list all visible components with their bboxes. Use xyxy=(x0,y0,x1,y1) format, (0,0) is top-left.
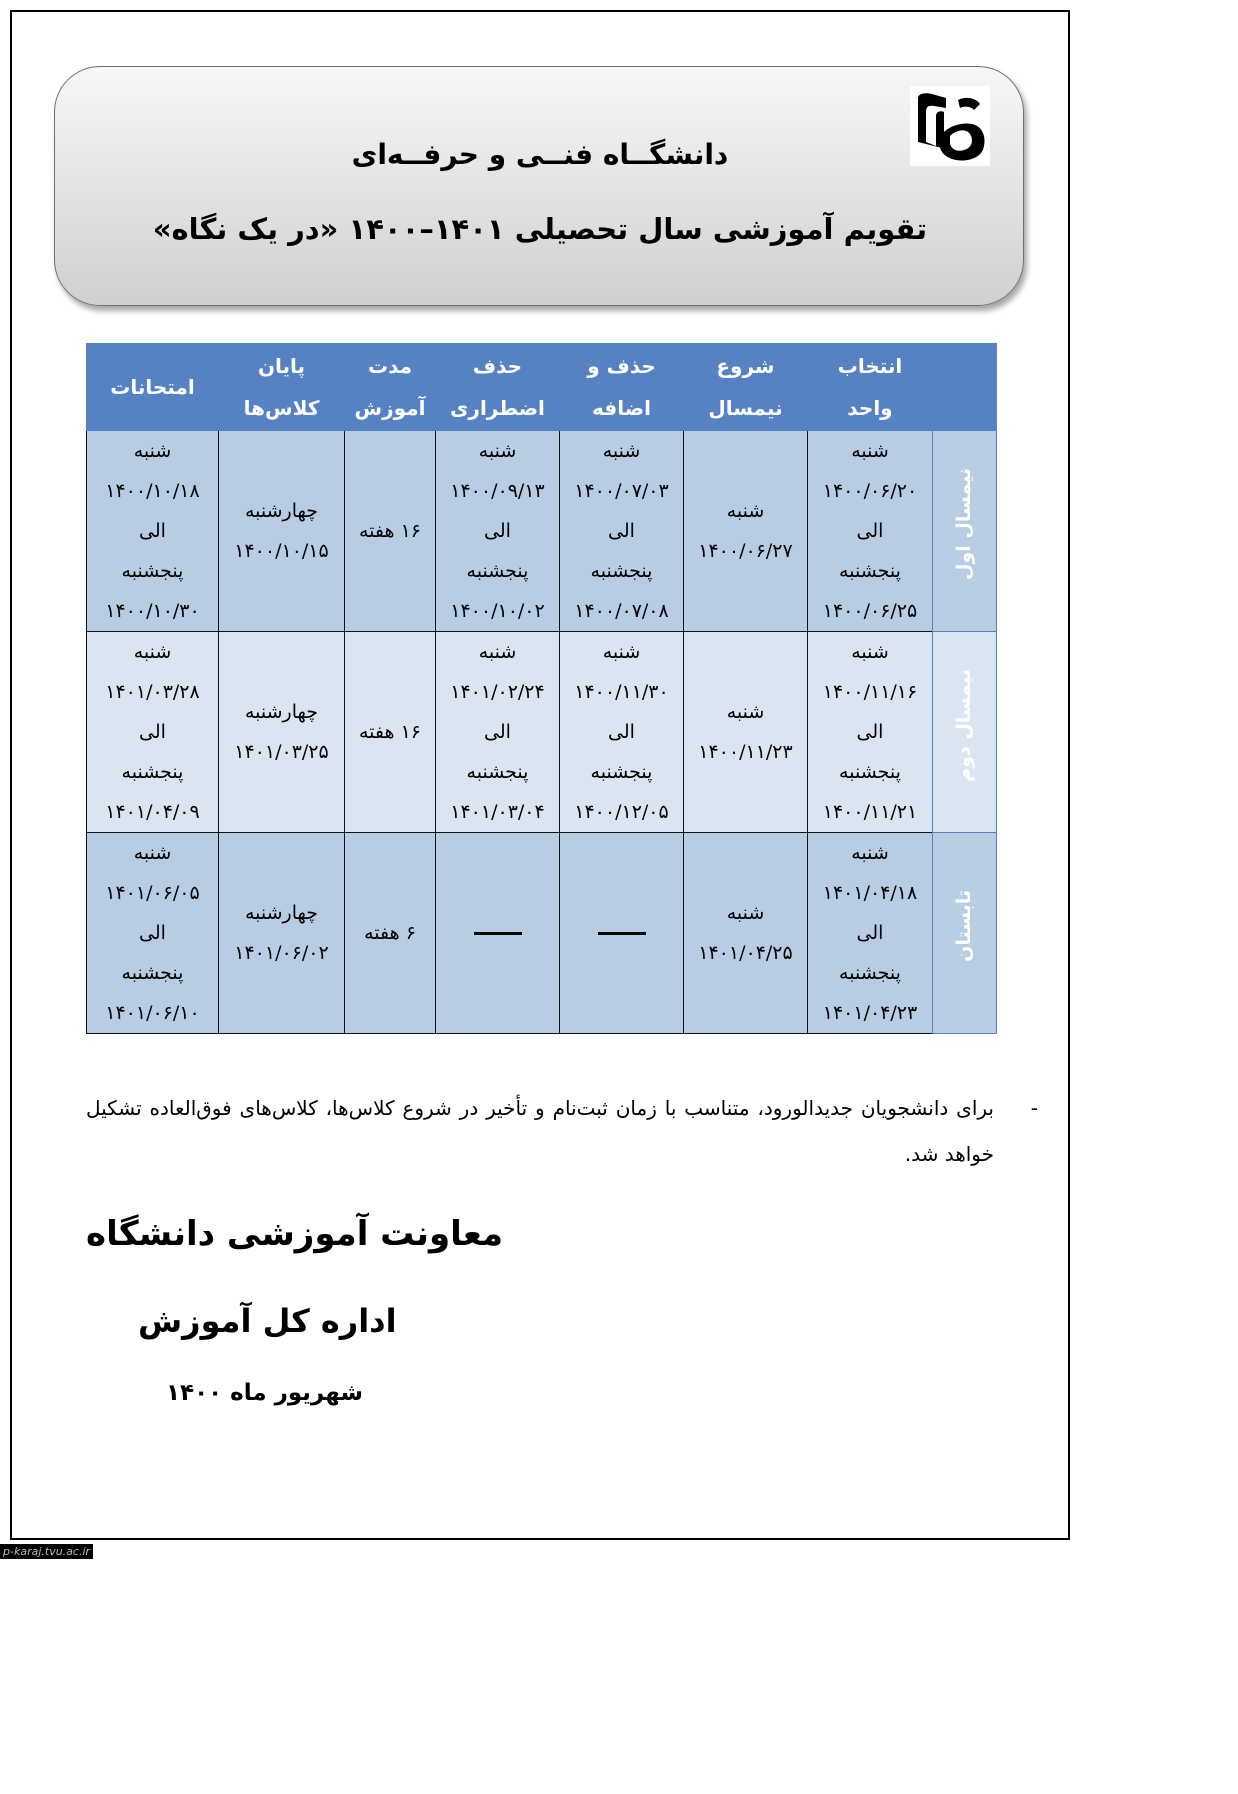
cell-add-drop: شنبه ۱۴۰۰/۱۱/۳۰ الی پنجشنبه ۱۴۰۰/۱۲/۰۵ xyxy=(560,632,684,833)
cell-exams: شنبه ۱۴۰۱/۰۳/۲۸ الی پنجشنبه ۱۴۰۱/۰۴/۰۹ xyxy=(87,632,219,833)
cell-unit-selection: شنبه ۱۴۰۱/۰۴/۱۸ الی پنجشنبه ۱۴۰۱/۰۴/۲۳ xyxy=(808,833,933,1034)
header-banner xyxy=(54,66,1024,306)
header-classes-end: پایان کلاس‌ها xyxy=(219,344,345,431)
cell-emergency-drop: شنبه ۱۴۰۱/۰۲/۲۴ الی پنجشنبه ۱۴۰۱/۰۳/۰۴ xyxy=(436,632,560,833)
calendar-title: تقویم آموزشی سال تحصیلی ۱۴۰۱–۱۴۰۰ «در یک نگاه» xyxy=(152,212,928,246)
cell-term-start: شنبه ۱۴۰۰/۱۱/۲۳ xyxy=(684,632,808,833)
empty-dash xyxy=(598,932,646,935)
header-exams: امتحانات xyxy=(87,344,219,431)
table-row-second-term xyxy=(87,632,997,833)
empty-dash xyxy=(474,932,522,935)
cell-duration: ۱۶ هفته xyxy=(345,431,436,632)
watermark: p-karaj.tvu.ac.ir xyxy=(0,1544,93,1559)
header-add-drop: حذف و اضافه xyxy=(560,344,684,431)
header-emergency-drop: حذف اضطراری xyxy=(436,344,560,431)
cell-unit-selection: شنبه ۱۴۰۰/۱۱/۱۶ الی پنجشنبه ۱۴۰۰/۱۱/۲۱ xyxy=(808,632,933,833)
table-header-row xyxy=(87,344,997,431)
cell-emergency-drop: شنبه ۱۴۰۰/۰۹/۱۳ الی پنجشنبه ۱۴۰۰/۱۰/۰۲ xyxy=(436,431,560,632)
cell-classes-end: چهارشنبه ۱۴۰۰/۱۰/۱۵ xyxy=(219,431,345,632)
cell-add-drop-empty xyxy=(560,833,684,1034)
cell-duration: ۶ هفته xyxy=(345,833,436,1034)
signature-office: معاونت آموزشی دانشگاه xyxy=(86,1214,504,1254)
cell-duration: ۱۶ هفته xyxy=(345,632,436,833)
university-title: دانشگــاه فنــی و حرفــه‌ای xyxy=(351,138,729,171)
term-label: نیمسال اول xyxy=(933,431,997,632)
footnote-text: برای دانشجویان جدیدالورود، متناسب با زمان ثبت‌نام و تأخیر در شروع کلاس‌ها، کلاس‌های فوق‌العاده تشکیل خواهد شد. xyxy=(86,1096,994,1166)
cell-exams: شنبه ۱۴۰۰/۱۰/۱۸ الی پنجشنبه ۱۴۰۰/۱۰/۳۰ xyxy=(87,431,219,632)
header-corner xyxy=(933,344,997,431)
academic-calendar-table xyxy=(86,343,997,1034)
footnote xyxy=(86,1085,1038,1177)
cell-emergency-drop-empty xyxy=(436,833,560,1034)
term-label: نیمسال دوم xyxy=(933,632,997,833)
header-duration: مدت آموزش xyxy=(345,344,436,431)
cell-exams: شنبه ۱۴۰۱/۰۶/۰۵ الی پنجشنبه ۱۴۰۱/۰۶/۱۰ xyxy=(87,833,219,1034)
cell-term-start: شنبه ۱۴۰۰/۰۶/۲۷ xyxy=(684,431,808,632)
term-label: تابستان xyxy=(933,833,997,1034)
signature-date: شهریور ماه ۱۴۰۰ xyxy=(166,1380,364,1406)
signature-department: اداره کل آموزش xyxy=(138,1302,397,1340)
table-row-first-term xyxy=(87,431,997,632)
table-row-summer xyxy=(87,833,997,1034)
header-term-start: شروع نیمسال xyxy=(684,344,808,431)
cell-classes-end: چهارشنبه ۱۴۰۱/۰۶/۰۲ xyxy=(219,833,345,1034)
cell-term-start: شنبه ۱۴۰۱/۰۴/۲۵ xyxy=(684,833,808,1034)
cell-classes-end: چهارشنبه ۱۴۰۱/۰۳/۲۵ xyxy=(219,632,345,833)
header-unit-selection: انتخاب واحد xyxy=(808,344,933,431)
cell-add-drop: شنبه ۱۴۰۰/۰۷/۰۳ الی پنجشنبه ۱۴۰۰/۰۷/۰۸ xyxy=(560,431,684,632)
footnote-bullet: - xyxy=(1030,1096,1038,1120)
cell-unit-selection: شنبه ۱۴۰۰/۰۶/۲۰ الی پنجشنبه ۱۴۰۰/۰۶/۲۵ xyxy=(808,431,933,632)
